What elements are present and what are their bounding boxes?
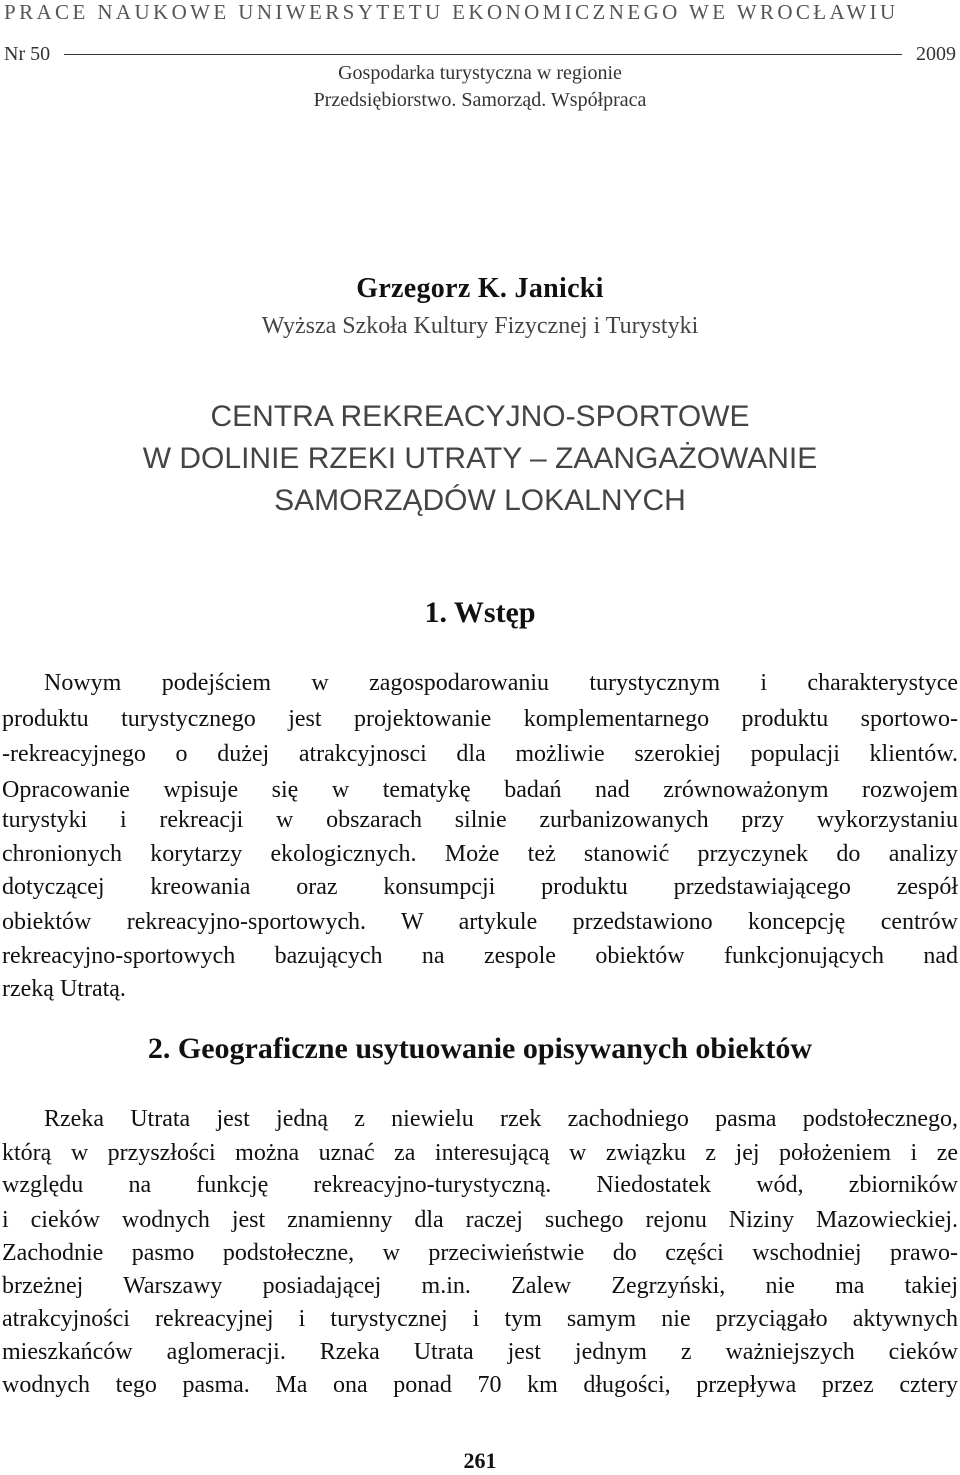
section-1-line: rekreacyjno-sportowych bazujących na zespole obiektów funkcjonujących nad — [2, 943, 958, 969]
section-1-line: chronionych korytarzy ekologicznych. Może też stanowić przyczynek do analizy — [2, 841, 958, 867]
series-title: Gospodarka turystyczna w regionie — [338, 62, 622, 84]
section-2-heading: 2. Geograficzne usytuowanie opisywanych obiektów — [147, 1032, 813, 1065]
section-2-line: którą w przyszłości można uznać za interesującą w związku z jej położeniem i ze — [2, 1140, 958, 1166]
section-2-line: i cieków wodnych jest znamienny dla raczej suchego rejonu Niziny Mazowieckiej. — [2, 1207, 958, 1233]
section-2-line: brzeżnej Warszawy posiadającej m.in. Zalew Zegrzyński, nie ma takiej — [2, 1273, 958, 1299]
section-1-line: dotyczącej kreowania oraz konsumpcji produktu przedstawiającego zespół — [2, 874, 958, 900]
section-1-line: obiektów rekreacyjno-sportowych. W artykule przedstawiono koncepcję centrów — [2, 909, 958, 935]
section-2-line: mieszkańców aglomeracji. Rzeka Utrata jest jednym z ważniejszych cieków — [2, 1339, 958, 1365]
section-1-heading: 1. Wstęp — [424, 596, 536, 629]
section-2-line: atrakcyjności rekreacyjnej i turystycznej i tym samym nie przyciągało aktywnych — [2, 1306, 958, 1332]
section-1-line: rzeką Utratą. — [2, 976, 126, 1002]
issue-rule — [64, 54, 902, 55]
section-1-line: Nowym podejściem w zagospodarowaniu turystycznym i charakterystyce — [44, 670, 958, 696]
page-number: 261 — [463, 1448, 497, 1473]
section-2-line: wodnych tego pasma. Ma ona ponad 70 km długości, przepływa przez cztery — [2, 1372, 958, 1398]
issue-number: Nr 50 — [4, 42, 51, 65]
section-1-line: produktu turystycznego jest projektowanie komplementarnego produktu sportowo- — [2, 706, 958, 732]
issue-year: 2009 — [916, 42, 956, 65]
author-name: Grzegorz K. Janicki — [356, 273, 604, 304]
article-title-line-2: W DOLINIE RZEKI UTRATY – ZAANGAŻOWANIE — [142, 442, 818, 475]
series-subtitle: Przedsiębiorstwo. Samorząd. Współpraca — [313, 89, 647, 111]
author-affiliation: Wyższa Szkoła Kultury Fizycznej i Turystyki — [261, 313, 699, 339]
section-1-line: turystyki i rekreacji w obszarach silnie zurbanizowanych przy wykorzystaniu — [2, 807, 958, 833]
article-title-line-1: CENTRA REKREACYJNO-SPORTOWE — [210, 400, 750, 433]
section-1-line: -rekreacyjnego o dużej atrakcyjnosci dla możliwie szerokiej populacji klientów. — [2, 741, 958, 767]
section-2-line: względu na funkcję rekreacyjno-turystyczną. Niedostatek wód, zbiorników — [2, 1172, 958, 1198]
article-title-line-3: SAMORZĄDÓW LOKALNYCH — [274, 484, 686, 517]
section-1-line: Opracowanie wpisuje się w tematykę badań nad zrównoważonym rozwojem — [2, 777, 958, 803]
section-2-line: Rzeka Utrata jest jedną z niewielu rzek zachodniego pasma podstołecznego, — [44, 1106, 958, 1132]
journal-title: PRACE NAUKOWE UNIWERSYTETU EKONOMICZNEGO WE WROCŁAWIU — [4, 0, 899, 24]
section-2-line: Zachodnie pasmo podstołeczne, w przeciwieństwie do części wschodniej prawo- — [2, 1240, 958, 1266]
